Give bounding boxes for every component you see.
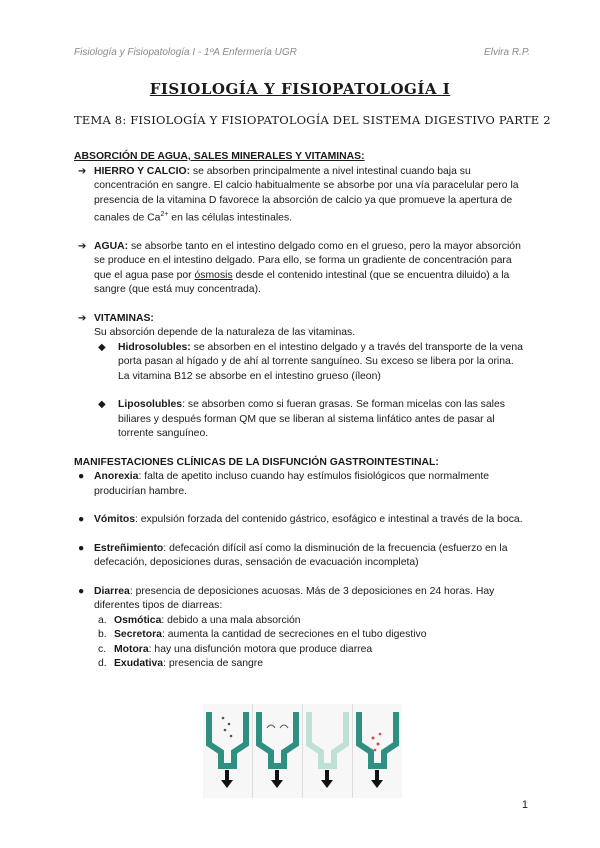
- list-item-estrenimiento: [74, 542, 526, 571]
- item-text: se absorben en el intestino delgado y a través del transporte de la vena porta pasan al hígado y de ahí al torrente sanguíneo. Su exceso se libera por la orina. La vitamina B12 se absorbe en el intestino grueso (íleon): [118, 341, 523, 382]
- item-text: se absorbe tanto en el intestino delgado como en el grueso, pero la mayor absorción se produce en el intestino delgado. Para ello, se forma un gradiente de concentración para que el agua pase por: [94, 240, 521, 281]
- item-label: Liposolubles: [118, 399, 183, 411]
- list-item-anorexia: [74, 470, 526, 499]
- item-label: HIERRO Y CALCIO:: [94, 165, 191, 177]
- item-label: AGUA:: [94, 240, 129, 252]
- list-item-liposolubles: [74, 398, 526, 442]
- underlined-term: ósmosis: [194, 269, 233, 281]
- item-text: : presencia de deposiciones acuosas. Más de 3 deposiciones en 24 horas. Hay diferentes tipos de diarreas:: [94, 585, 495, 612]
- bullet-dot-icon: ●: [78, 471, 85, 483]
- item-label: Diarrea: [94, 585, 130, 597]
- page-number: 1: [521, 799, 528, 811]
- figure-panel-osmotic: [203, 704, 253, 798]
- superscript: 2+: [160, 211, 169, 218]
- figure-panel-exudative: [353, 704, 402, 798]
- item-text: desde el contenido intestinal (que se encuentra diluido) a la sangre (que está muy concentrada).: [94, 269, 510, 296]
- list-marker: d.: [98, 658, 107, 670]
- list-item-hidrosolubles: [74, 341, 526, 385]
- item-label: Secretora: [114, 629, 162, 641]
- bullet-dot-icon: ●: [78, 542, 85, 554]
- document-subtitle: TEMA 8: FISIOLOGÍA Y FISIOPATOLOGÍA DEL SISTEMA DIGESTIVO PARTE 2: [74, 113, 551, 127]
- list-item-vitaminas: [74, 312, 526, 327]
- item-text: : aumenta la cantidad de secreciones en el tubo digestivo: [161, 629, 427, 641]
- intestine-illustration: [203, 704, 252, 798]
- item-label: Estreñimiento: [94, 542, 164, 554]
- item-label: Exudativa: [114, 658, 164, 670]
- list-item-vomitos: [74, 513, 526, 528]
- document-body: [74, 150, 526, 672]
- bullet-dot-icon: ●: [78, 514, 85, 526]
- section-heading-manifestations: MANIFESTACIONES CLÍNICAS DE LA DISFUNCIÓN GASTROINTESTINAL:: [74, 456, 439, 468]
- intestine-illustration: [303, 704, 352, 798]
- item-text: se absorben principalmente a nivel intestinal cuando baja su concentración en sangre. El calcio habitualmente se absorbe por una vía paracelular pero la presencia de la vitamina D favorece la absorción de calcio ya que promueve la apertura de canales de Ca: [94, 165, 519, 224]
- item-label: Vómitos: [94, 514, 135, 526]
- list-item-diarrea-type: [94, 628, 526, 643]
- diarrea-types-list: [74, 614, 526, 672]
- bullet-dot-icon: ●: [78, 585, 85, 597]
- intestine-illustration: [253, 704, 302, 798]
- item-text: : expulsión forzada del contenido gástrico, esofágico e intestinal a través de la boca.: [135, 514, 523, 526]
- intestine-illustration: [353, 704, 402, 798]
- list-item-diarrea-type: [94, 643, 526, 658]
- item-text: : defecación difícil así como la disminución de la frecuencia (esfuerzo en la defecación, deposiciones duras, sensación de evacuación incompleta): [94, 542, 508, 569]
- item-label: Hidrosolubles:: [118, 341, 191, 353]
- item-label: VITAMINAS:: [94, 312, 154, 324]
- item-text: : se absorben como si fueran grasas. Se forman micelas con las sales biliares y después forman QM que se liberan al sistema linfático antes de pasar al torrente sanguíneo.: [118, 399, 505, 440]
- list-item-diarrea-type: [94, 614, 526, 629]
- arrow-bullet-icon: ➔: [78, 240, 87, 252]
- list-item-diarrea-type: [94, 657, 526, 672]
- list-marker: b.: [98, 629, 107, 641]
- arrow-bullet-icon: ➔: [78, 312, 87, 324]
- list-item-hierro-calcio: [74, 165, 526, 226]
- list-item-agua: [74, 240, 526, 298]
- item-label: Motora: [114, 643, 149, 655]
- running-header-course: Fisiología y Fisiopatología I - 1ºA Enfermería UGR: [74, 47, 297, 58]
- item-label: Osmótica: [114, 614, 162, 626]
- figure-panel-motor: [303, 704, 353, 798]
- document-title: FISIOLOGÍA Y FISIOPATOLOGÍA I: [149, 80, 451, 98]
- item-text-tail: en las células intestinales.: [168, 212, 293, 224]
- diamond-bullet-icon: ◆: [98, 341, 106, 353]
- running-header-author: Elvira R.P.: [484, 47, 530, 58]
- item-text: : hay una disfunción motora que produce diarrea: [148, 643, 373, 655]
- diarrhea-types-figure: [203, 704, 400, 798]
- figure-panel-secretory: [253, 704, 303, 798]
- arrow-bullet-icon: ➔: [78, 165, 87, 177]
- item-text: : falta de apetito incluso cuando hay estímulos fisiológicos que normalmente producirían hambre.: [94, 471, 490, 497]
- list-marker: a.: [98, 614, 107, 626]
- item-text: : debido a una mala absorción: [161, 614, 301, 626]
- diamond-bullet-icon: ◆: [98, 399, 106, 411]
- item-text: : presencia de sangre: [163, 658, 264, 670]
- list-item-diarrea: [74, 585, 526, 614]
- section-heading-absorption: ABSORCIÓN DE AGUA, SALES MINERALES Y VITAMINAS:: [74, 151, 365, 162]
- item-label: Anorexia: [94, 471, 139, 483]
- list-marker: c.: [98, 643, 107, 655]
- vitaminas-intro: Su absorción depende de la naturaleza de las vitaminas.: [94, 327, 356, 339]
